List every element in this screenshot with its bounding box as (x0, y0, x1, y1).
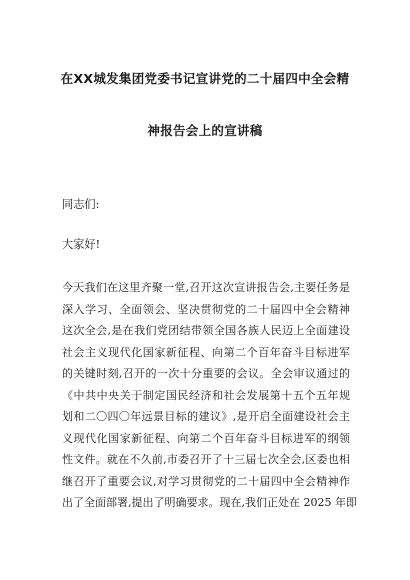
body-line: 这次全会,是在我们党团结带领全国各族人民迈上全面建设 (62, 324, 350, 337)
body-line: 社会主义现代化国家新征程、向第二个百年奋斗目标进军 (62, 345, 350, 359)
document-title-line-2: 神报告会上的宣讲稿 (147, 123, 263, 138)
body-line: 今天我们在这里齐聚一堂,召开这次宣讲报告会,主要任务是 (62, 281, 350, 294)
body-line: 继召开了重要会议,对学习贯彻党的二十届四中全会精神作 (62, 474, 350, 488)
body-line: 的关键时刻,召开的一次十分重要的会议。全会审议通过的 (62, 367, 350, 380)
document-title-line-1: 在XX城发集团党委书记宣讲党的二十届四中全会精 (60, 71, 350, 86)
body-line: 性文件。就在不久前,市委召开了十三届七次全会,区委也相 (62, 453, 350, 466)
body-line: 《中共中央关于制定国民经济和社会发展第十五个五年规 (62, 388, 350, 402)
salutation: 同志们: (62, 198, 100, 211)
body-line: 划和二〇四〇年远景目标的建议》,是开启全面建设社会主 (62, 410, 350, 423)
body-line: 深入学习、全面领会、坚决贯彻党的二十届四中全会精神 (62, 302, 350, 316)
body-line: 义现代化国家新征程、向第二个百年奋斗目标进军的纲领 (62, 431, 350, 445)
body-line: 出了全面部署,提出了明确要求。现在,我们正处在 2025 年即 (62, 496, 357, 509)
body-paragraph (62, 277, 357, 514)
greeting: 大家好! (62, 238, 101, 251)
